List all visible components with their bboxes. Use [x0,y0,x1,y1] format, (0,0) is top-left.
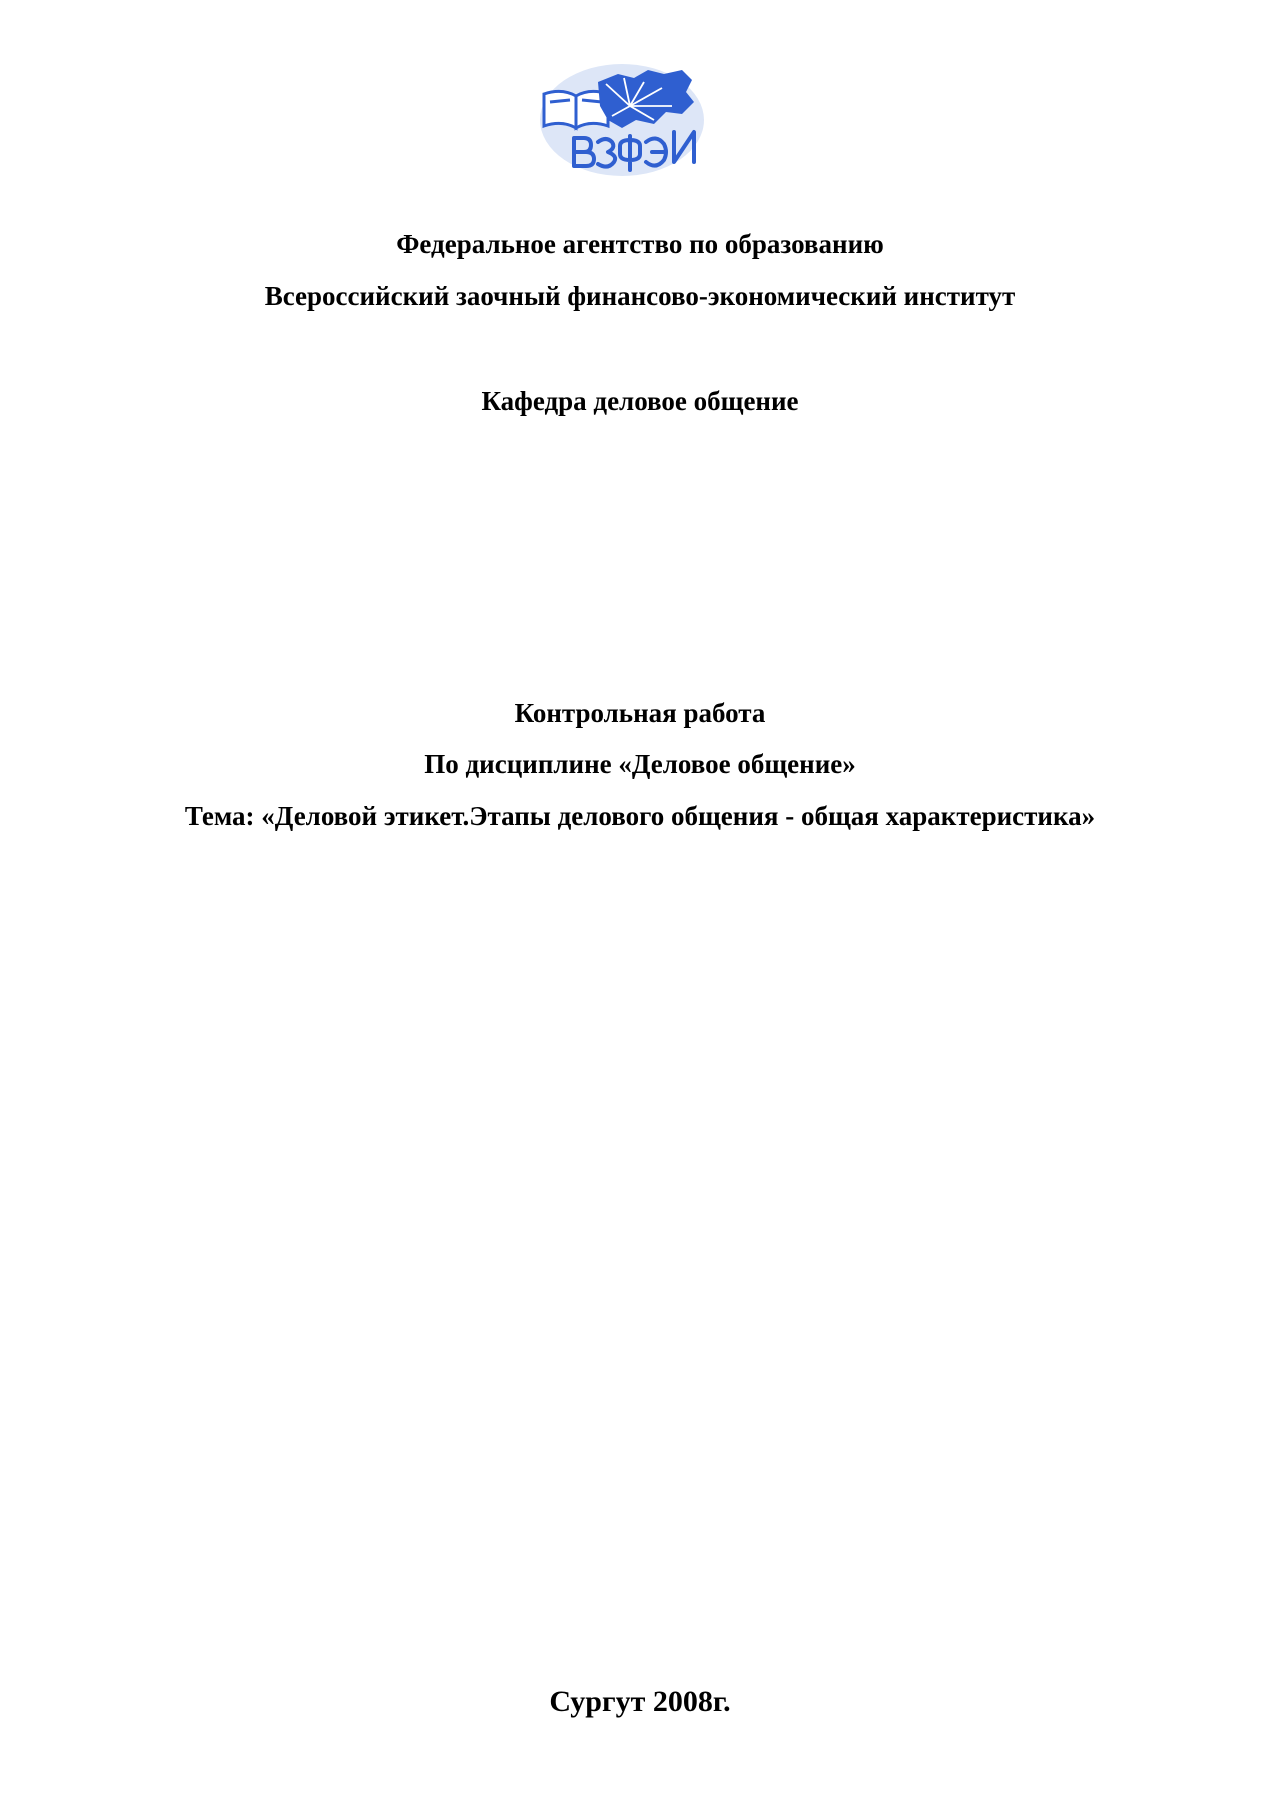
topic: Тема: «Деловой этикет.Этапы делового общения - общая характеристика» [184,801,1096,831]
discipline: По дисциплине «Деловое общение» [424,749,856,779]
agency-name: Федеральное агентство по образованию [396,229,884,259]
institute-name: Всероссийский заочный финансово-экономический институт [264,281,1016,311]
city-year: Сургут 2008г. [549,1685,731,1718]
institute-logo [536,62,706,182]
department-name: Кафедра деловое общение [481,386,799,416]
work-type: Контрольная работа [514,698,766,728]
